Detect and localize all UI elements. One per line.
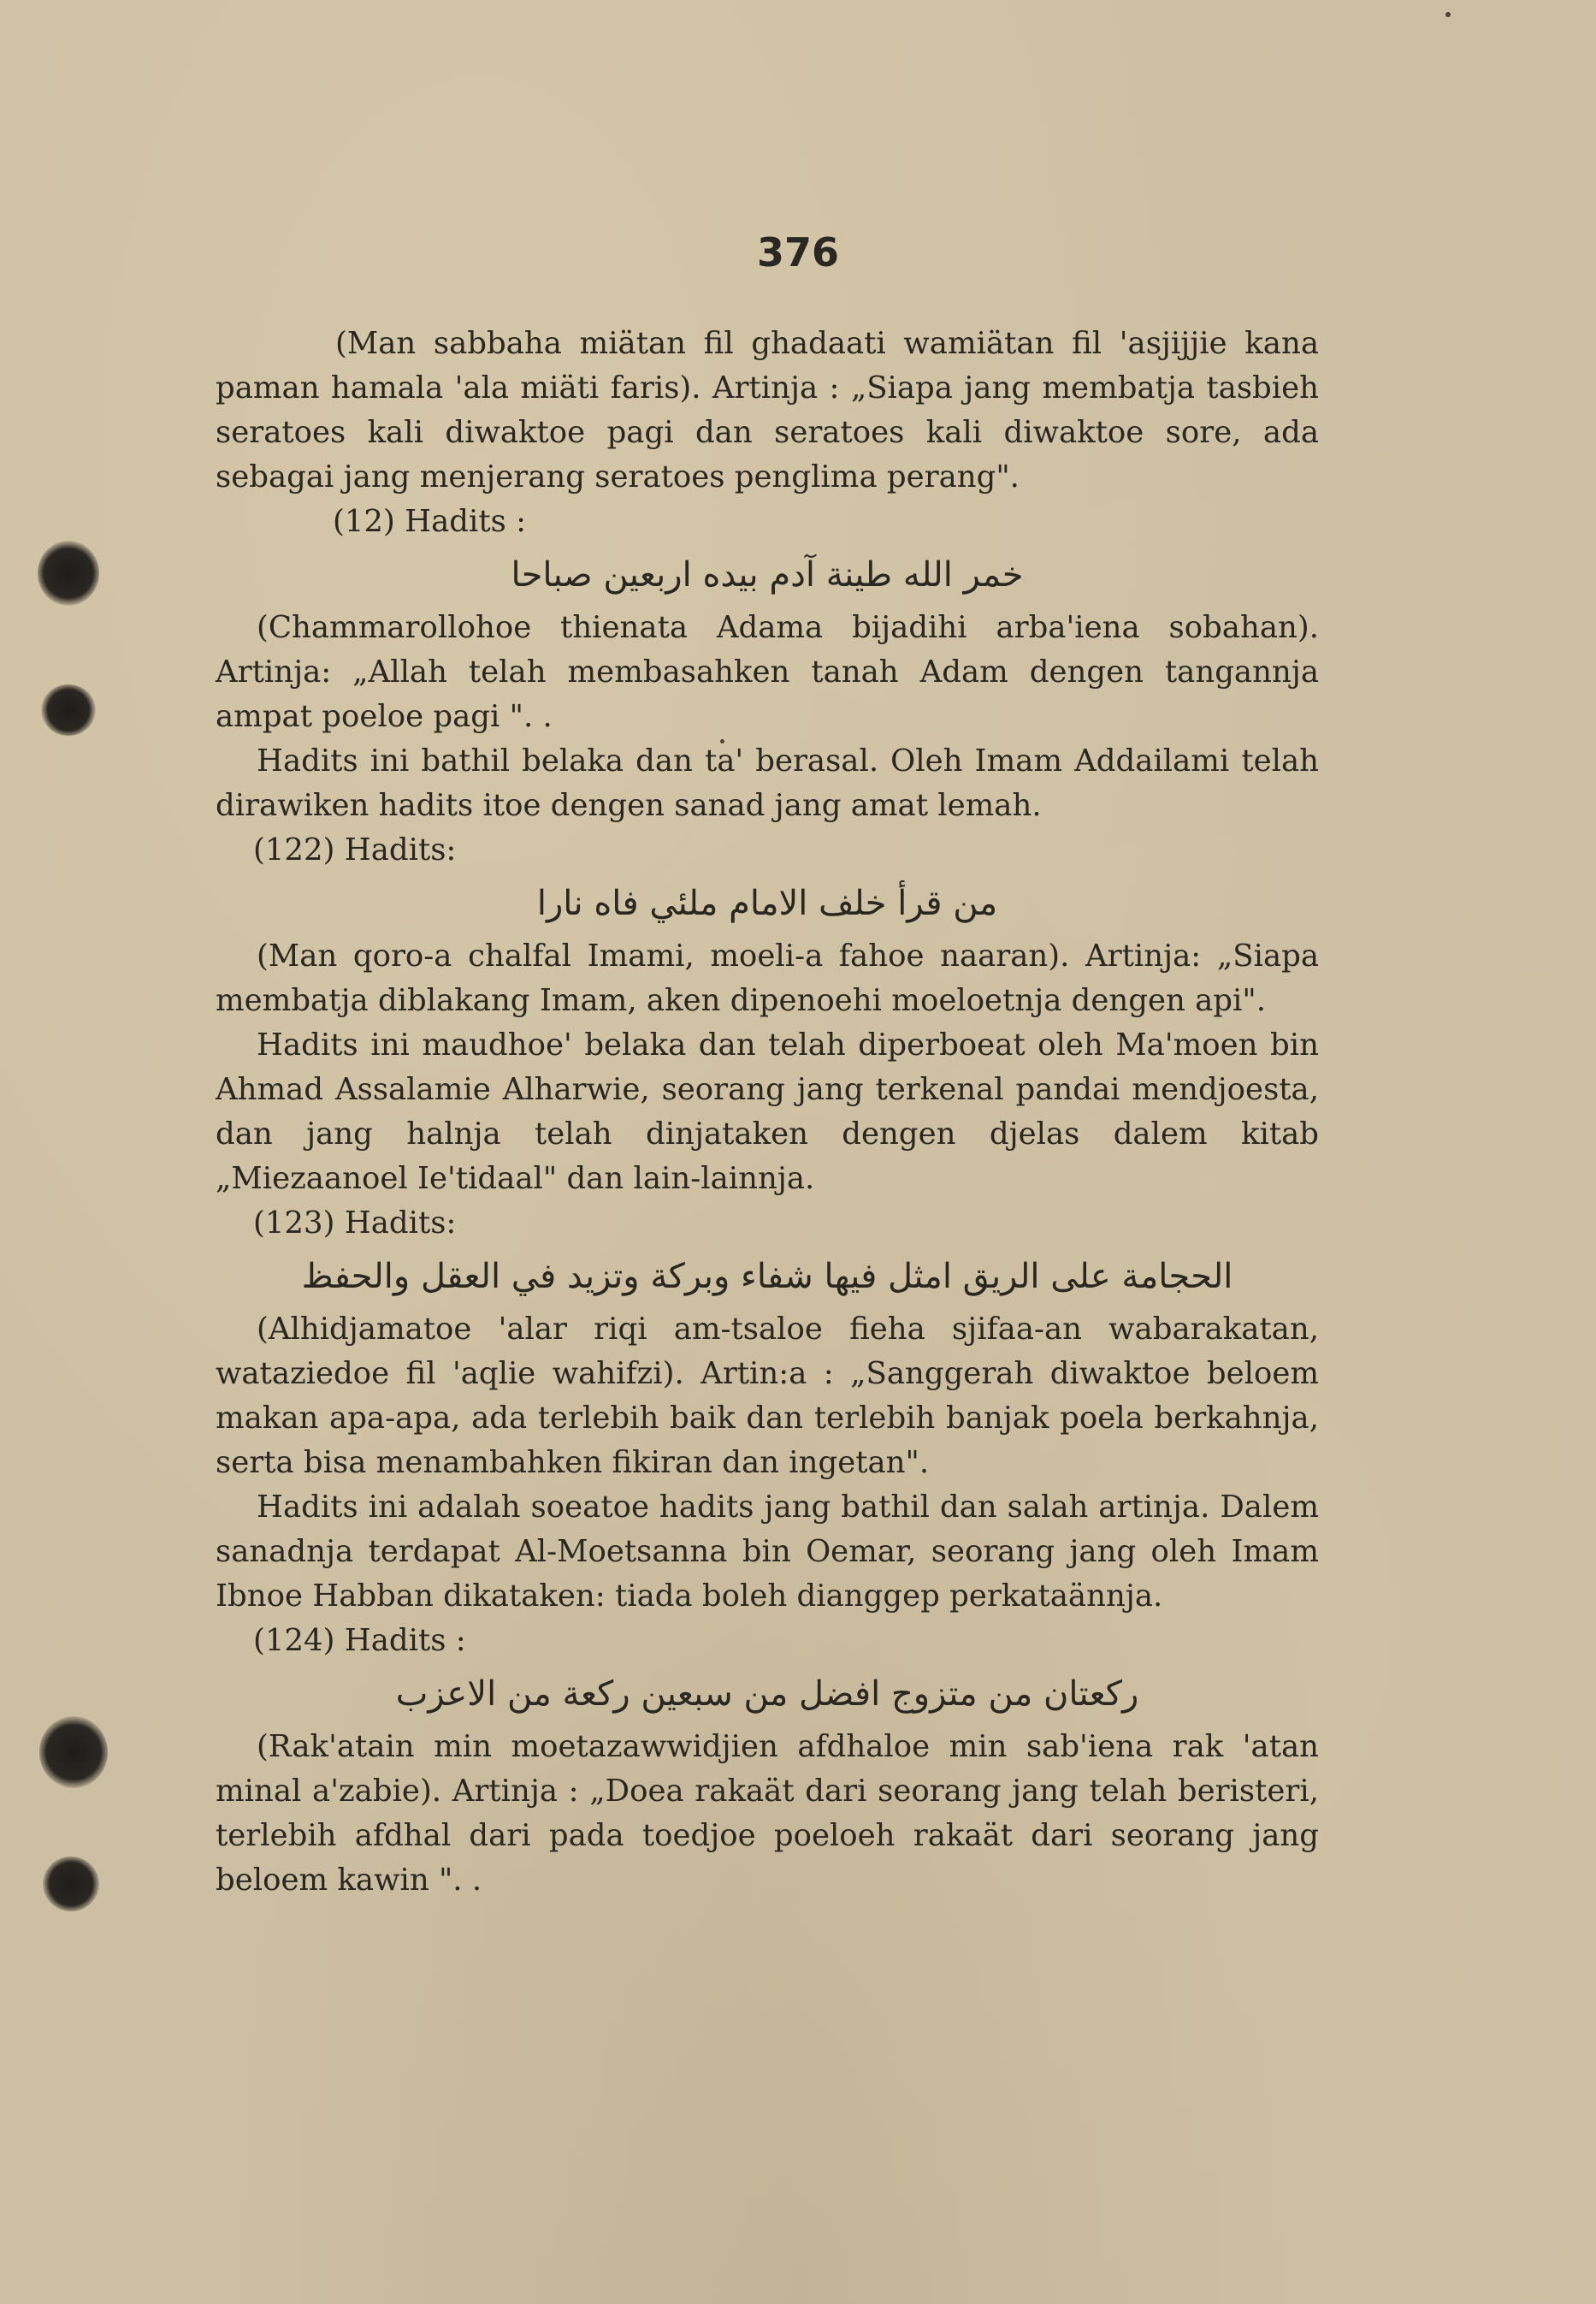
hadith-heading: (122) Hadits: bbox=[253, 832, 457, 868]
paragraph: (Alhidjamatoe 'alar riqi am-tsaloe fieha sjifaa-an wabarakatan, wataziedoe fil 'aqlie wahifzi). Artin:a : „Sanggerah diwaktoe beloem makan apa-apa, ada terlebih baik dan terlebih banjak poela berkahnja, serta bisa menambahken fikiran dan ingetan". bbox=[216, 1312, 1319, 1480]
hadith-heading: (123) Hadits: bbox=[253, 1205, 457, 1241]
ink-stain-decoration bbox=[43, 1857, 99, 1911]
paragraph: (Rak'atain min moetazawwidjien afdhaloe min sab'iena rak 'atan minal a'zabie). Artinja : „Doea rakaät dari seorang jang telah beristeri, terlebih afdhal dari pada toedjoe poeloeh rakaät dari seorang jang beloem kawin ". . bbox=[216, 1729, 1319, 1898]
arabic-hadith-text: ركعتان من متزوج افضل من سبعين ركعة من الاعزب bbox=[395, 1674, 1139, 1714]
speck-decoration bbox=[1445, 12, 1451, 17]
arabic-hadith-text: من قرأ خلف الامام ملئي فاه نارا bbox=[536, 884, 998, 923]
paragraph: (Man sabbaha miätan fil ghadaati wamiätan fil 'asjijjie kana paman hamala 'ala miäti faris). Artinja : „Siapa jang membatja tasbieh seratoes kali diwaktoe pagi dan seratoes kali diwaktoe sore, ada sebagai jang menjerang seratoes penglima perang". bbox=[216, 326, 1319, 495]
hadith-heading: (12) Hadits : bbox=[333, 504, 527, 539]
arabic-hadith-text: خمر الله طينة آدم بيده اربعين صباحا bbox=[511, 555, 1024, 595]
arabic-hadith-text: الحجامة على الريق امثل فيها شفاء وبركة وتزيد في العقل والحفظ bbox=[301, 1257, 1233, 1296]
hadith-heading: (124) Hadits : bbox=[253, 1623, 466, 1658]
paragraph: (Chammarollohoe thienata Adama bijadihi arba'iena sobahan). Artinja: „Allah telah membasahken tanah Adam dengen tangannja ampat poeloe pagi ". . bbox=[216, 610, 1319, 734]
paragraph: (Man qoro-a chalfal Imami, moeli-a fahoe naaran). Artinja: „Siapa membatja diblakang Imam, aken dipenoehi moeloetnja dengen api". bbox=[216, 939, 1319, 1018]
paragraph: Hadits ini adalah soeatoe hadits jang bathil dan salah artinja. Dalem sanadnja terdapat Al-Moetsanna bin Oemar, seorang jang oleh Imam Ibnoe Habban dikataken: tiada boleh dianggep perkataännja. bbox=[216, 1490, 1319, 1614]
paragraph: Hadits ini bathil belaka dan ta' berasal. Oleh Imam Addailami telah dirawiken hadits itoe dengen sanad jang amat lemah. bbox=[216, 743, 1319, 823]
page-body bbox=[216, 322, 1319, 1903]
ink-stain-decoration bbox=[39, 1716, 108, 1788]
ink-stain-decoration bbox=[38, 541, 99, 606]
paragraph: Hadits ini maudhoe' belaka dan telah diperboeat oleh Ma'moen bin Ahmad Assalamie Alharwie, seorang jang terkenal pandai mendjoesta, dan jang halnja telah dinjataken dengen djelas dalem kitab „Miezaanoel Ie'tidaal" dan lain-lainnja. bbox=[216, 1028, 1319, 1196]
ink-stain-decoration bbox=[41, 684, 96, 736]
page-number: 376 bbox=[756, 229, 840, 275]
